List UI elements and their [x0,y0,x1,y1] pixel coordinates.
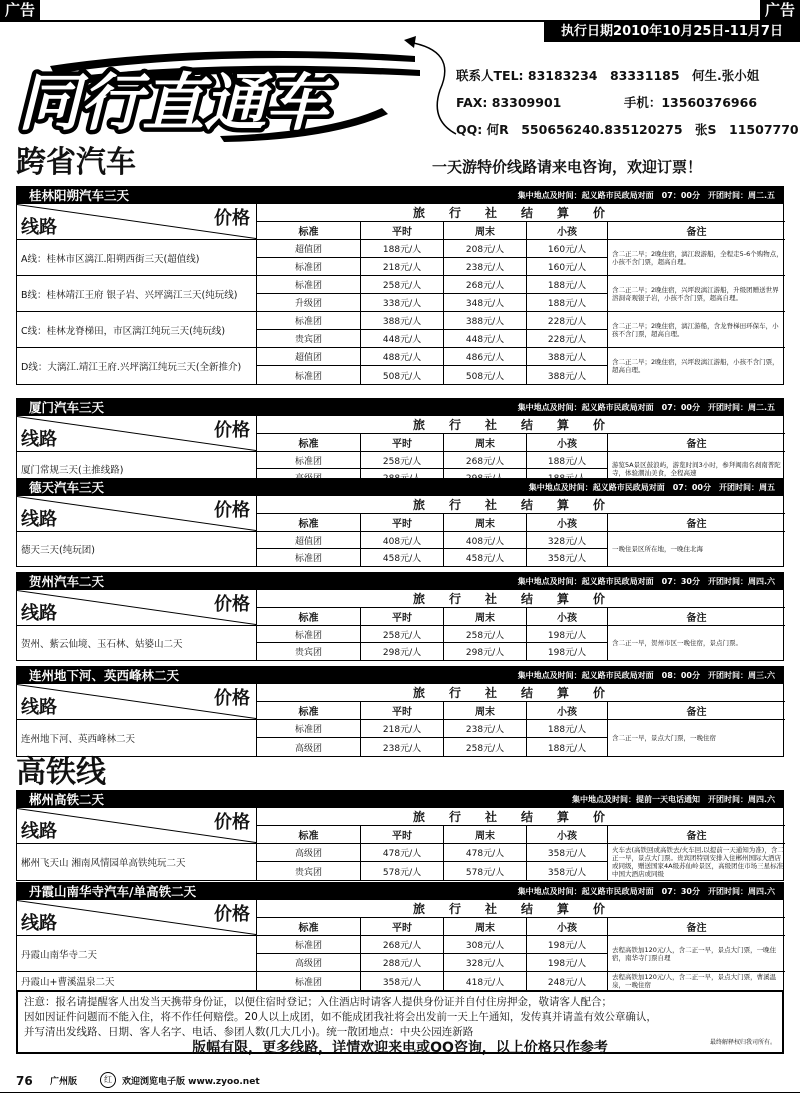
weekend-price: 308元/人 [444,936,527,954]
column-header-note: 备注 [608,608,785,626]
logo [10,36,430,144]
logo-text: 同行直通车 [18,66,329,139]
tier-cell: 升级团 [257,294,361,312]
price-label: 价格 [214,812,250,833]
edition: 广州版 [50,1077,78,1087]
weekday-price: 258元/人 [361,626,444,643]
notice-disclaimer: 最终解释权归我司所有。 [709,1039,776,1046]
notice-line-3: 并写清出发线路、日期、客人名字、电话、参团人数(几大几小)。统一散团地点：中央公园连新路 [24,1026,474,1038]
route-name: D线：大漓江.靖江王府.兴坪漓江纯玩三天(全新推介) [17,348,257,384]
note-cell: 含二正二早；2晚住宿，漓江段游船，全程走5-6个购物点，小孩不含门票，超高自理。 [608,240,785,276]
column-header-child: 小孩 [527,826,608,844]
tier-cell: 贵宾团 [257,330,361,348]
price-label: 价格 [214,420,250,441]
weekday-price: 258元/人 [361,276,444,294]
weekday-price: 188元/人 [361,240,444,258]
route-label: 线路 [21,697,57,718]
route-name: 连州地下河、英西峰林二天 [17,720,257,756]
column-header-note: 备注 [608,826,785,844]
block-title: 郴州高铁二天 [29,792,105,807]
weekend-price: 298元/人 [444,643,527,660]
child-price: 388元/人 [527,348,608,366]
tour-block [16,186,784,385]
weekday-price: 408元/人 [361,532,444,549]
contact-tel: 联系人TEL: 83183234 83331185 何生.张小姐 [456,68,760,83]
weekend-price: 348元/人 [444,294,527,312]
note-cell: 含二正一早，贺州市区一晚住宿，景点门票。 [612,639,742,647]
column-header-weekday: 平时 [361,514,444,532]
weekday-price: 358元/人 [361,972,444,990]
column-header-child: 小孩 [527,608,608,626]
price-label: 价格 [214,904,250,925]
weekend-price: 328元/人 [444,954,527,972]
weekend-price: 578元/人 [444,862,527,880]
child-price: 160元/人 [527,258,608,276]
child-price: 248元/人 [527,972,608,990]
weekday-price: 448元/人 [361,330,444,348]
column-header-note: 备注 [608,514,785,532]
column-header-standard: 标准 [257,608,361,626]
weekday-price: 288元/人 [361,954,444,972]
note-cell: 火车去(高铁回或高铁去/火车回,以提前一天通知为准)，含二正一早，景点大门票。贵宾团特别安排入住郴州国际大酒店或同级，赠送国家4A级苏仙岭景区，高级团住市场三星标准中国大酒店或同级 [612,846,784,878]
column-header-child: 小孩 [527,918,608,936]
weekend-price: 268元/人 [444,276,527,294]
column-header-weekend: 周末 [444,434,527,452]
price-label: 价格 [214,688,250,709]
column-header-child: 小孩 [527,434,608,452]
weekend-price: 258元/人 [444,626,527,643]
tier-cell: 标准团 [257,626,361,643]
note-cell: 含二正二早；2晚住宿，兴坪段漓江游船，升级团赠送世界溶洞奇观银子岩，小孩不含门票，超高自理。 [608,276,785,312]
block-header [17,883,783,900]
contact-qq: QQ: 何R 550656240.835120275 张S 11507770 [456,122,799,137]
price-label: 价格 [214,208,250,229]
column-header-weekend: 周末 [444,918,527,936]
weekend-price: 448元/人 [444,330,527,348]
child-price: 228元/人 [527,312,608,330]
column-header-standard: 标准 [257,826,361,844]
tour-block [16,666,784,757]
contact-fax: FAX: 83309901 手机：13560376966 [456,95,758,110]
route-name: 德天三天(纯玩团) [17,532,257,566]
column-header-weekend: 周末 [444,702,527,720]
tier-cell: 标准团 [257,452,361,469]
route-price-header [17,684,257,720]
price-table [17,590,783,660]
child-price: 188元/人 [527,452,608,469]
price-table [17,684,783,756]
block-header [17,667,783,684]
block-header [17,187,783,204]
column-header-standard: 标准 [257,514,361,532]
column-header-weekend: 周末 [444,222,527,240]
tier-cell: 标准团 [257,936,361,954]
route-name: 郴州飞天山 湘南风情园单高铁纯玩二天 [17,844,257,880]
column-header-child: 小孩 [527,222,608,240]
note-cell: 含二正一早，景点大门票，一晚住宿 [612,734,716,742]
weekend-price: 258元/人 [444,738,527,756]
child-price: 188元/人 [527,294,608,312]
child-price: 328元/人 [527,532,608,549]
ad-tag-left: 广告 [0,0,40,20]
block-meta: 集中地点及时间：起义路市民政局对面 07：00分 开团时间：周二.五 [517,191,775,200]
column-header-weekday: 平时 [361,222,444,240]
tour-block [16,398,784,487]
block-header [17,791,783,808]
column-header-standard: 标准 [257,702,361,720]
route-price-header [17,808,257,844]
note-cell: 去程高铁加120元/人，含二正一早，景点大门票，一晚住宿，南华寺门票自理 [608,936,785,972]
route-name: 贺州、紫云仙境、玉石林、姑婆山二天 [17,626,257,660]
block-title: 贺州汽车二天 [29,574,105,589]
column-header-note: 备注 [608,702,785,720]
price-label: 价格 [214,594,250,615]
contact-info [456,62,799,143]
note-cell: 含二正二早；2晚住宿，兴坪段漓江游船，小孩不含门票，超高自理。 [612,358,779,374]
child-price: 388元/人 [527,366,608,384]
price-table [17,808,783,880]
child-price: 358元/人 [527,549,608,566]
route-price-header [17,416,257,452]
block-meta: 集中地点及时间：起义路市民政局对面 07：30分 开团时间：周四.六 [517,577,775,586]
agency-price-header: 旅行社结算价 [257,204,785,222]
block-meta: 集中地点及时间：起义路市民政局对面 07：00分 开团时间：周五 [528,483,775,492]
weekend-price: 418元/人 [444,972,527,990]
tier-cell: 超值团 [257,532,361,549]
child-price: 198元/人 [527,954,608,972]
slogan: 一天游特价线路请来电咨询，欢迎订票！ [432,158,703,176]
block-meta: 集中地点及时间：起义路市民政局对面 07：30分 开团时间：周四.六 [517,887,775,896]
column-header-weekday: 平时 [361,434,444,452]
child-price: 188元/人 [527,276,608,294]
block-header [17,479,783,496]
price-table [17,900,783,990]
note-cell: 一晚住景区所在地，一晚住北海 [612,545,703,553]
section-title-cross-province: 跨省汽车 [16,145,136,180]
weekend-price: 486元/人 [444,348,527,366]
weekend-price: 238元/人 [444,720,527,738]
price-table [17,416,783,486]
weekday-price: 258元/人 [361,452,444,469]
column-header-child: 小孩 [527,514,608,532]
badge-icon: 红 [100,1072,116,1088]
website[interactable]: 欢迎浏览电子版 www.zyoo.net [122,1077,260,1087]
tier-cell: 贵宾团 [257,643,361,660]
column-header-weekday: 平时 [361,826,444,844]
notice-line-1: 注意：报名请提醒客人出发当天携带身份证，以便住宿时登记；入住酒店时请客人提供身份证并自付住房押金，敬请客人配合； [24,996,612,1008]
route-price-header [17,204,257,240]
weekday-price: 268元/人 [361,936,444,954]
block-meta: 集中地点及时间：起义路市民政局对面 07：00分 开团时间：周二.五 [517,403,775,412]
block-title: 丹霞山南华寺汽车/单高铁二天 [29,884,197,899]
route-label: 线路 [21,821,57,842]
weekend-price: 208元/人 [444,240,527,258]
weekend-price: 268元/人 [444,452,527,469]
route-label: 线路 [21,509,57,530]
weekend-price: 408元/人 [444,532,527,549]
execution-date: 执行日期2010年10月25日-11月7日 [544,22,800,42]
child-price: 358元/人 [527,862,608,880]
note-cell: 含二正二早；2晚住宿，漓江游船，含龙脊梯田环保车，小孩不含门票，超高自理。 [608,312,785,348]
child-price: 358元/人 [527,844,608,862]
weekday-price: 298元/人 [361,643,444,660]
weekend-price: 508元/人 [444,366,527,384]
weekend-price: 458元/人 [444,549,527,566]
column-header-standard: 标准 [257,434,361,452]
child-price: 188元/人 [527,720,608,738]
note-cell: 游览5A景区鼓浪屿，游览时间3小时，参拜闽南名刹南普陀寺，体验潮汕美食，全程高速 [612,461,781,477]
price-table [17,204,783,384]
weekday-price: 338元/人 [361,294,444,312]
agency-price-header: 旅行社结算价 [257,496,785,514]
column-header-weekend: 周末 [444,608,527,626]
route-price-header [17,590,257,626]
block-header [17,399,783,416]
tier-cell: 标准团 [257,366,361,384]
weekday-price: 238元/人 [361,738,444,756]
column-header-weekday: 平时 [361,702,444,720]
child-price: 160元/人 [527,240,608,258]
child-price: 228元/人 [527,330,608,348]
block-meta: 集中地点及时间：起义路市民政局对面 08：00分 开团时间：周三.六 [517,671,775,680]
notice-headline: 版幅有限，更多线路，详情欢迎来电或QQ咨询，以上价格只作参考 [192,1040,608,1056]
notice-line-2: 因如因证件问题而不能入住，将不作任何赔偿。20人以上成团，如不能成团我社将会出发前一天上午通知，发传真并请盖有效公章确认， [24,1011,657,1023]
curve-arrow-icon [400,30,460,140]
weekday-price: 218元/人 [361,720,444,738]
weekday-price: 508元/人 [361,366,444,384]
column-header-note: 备注 [608,434,785,452]
tour-block [16,572,784,661]
tier-cell: 高级团 [257,954,361,972]
weekend-price: 238元/人 [444,258,527,276]
block-meta: 集中地点及时间：提前一天电话通知 开团时间：周四.六 [571,795,775,804]
block-header [17,573,783,590]
tier-cell: 超值团 [257,348,361,366]
route-price-header [17,900,257,936]
weekday-price: 488元/人 [361,348,444,366]
weekday-price: 478元/人 [361,844,444,862]
notice-box [16,990,784,1054]
tier-cell: 标准团 [257,720,361,738]
ad-tag-right: 广告 [760,0,800,20]
tier-cell: 标准团 [257,972,361,990]
block-title: 连州地下河、英西峰林二天 [29,668,180,683]
column-header-weekend: 周末 [444,826,527,844]
column-header-weekend: 周末 [444,514,527,532]
tour-block [16,882,784,991]
agency-price-header: 旅行社结算价 [257,590,785,608]
route-name: C线：桂林龙脊梯田，市区漓江纯玩三天(纯玩线) [17,312,257,348]
weekday-price: 458元/人 [361,549,444,566]
route-name: B线：桂林靖江王府 银子岩、兴坪漓江三天(纯玩线) [17,276,257,312]
price-table [17,496,783,566]
route-name: 厦门常规三天(主推线路) [17,452,257,486]
route-label: 线路 [21,217,57,238]
tier-cell: 标准团 [257,312,361,330]
route-label: 线路 [21,913,57,934]
column-header-standard: 标准 [257,222,361,240]
child-price: 188元/人 [527,738,608,756]
column-header-note: 备注 [608,918,785,936]
column-header-note: 备注 [608,222,785,240]
page-number: 76 [16,1074,33,1088]
agency-price-header: 旅行社结算价 [257,684,785,702]
column-header-weekday: 平时 [361,608,444,626]
child-price: 198元/人 [527,936,608,954]
weekend-price: 388元/人 [444,312,527,330]
weekday-price: 388元/人 [361,312,444,330]
column-header-weekday: 平时 [361,918,444,936]
route-name: 丹霞山南华寺二天 [17,936,257,972]
block-title: 德天汽车三天 [29,480,105,495]
agency-price-header: 旅行社结算价 [257,416,785,434]
tier-cell: 贵宾团 [257,862,361,880]
agency-price-header: 旅行社结算价 [257,900,785,918]
weekday-price: 578元/人 [361,862,444,880]
price-label: 价格 [214,500,250,521]
note-cell: 去程高铁加120元/人，含二正一早，景点大门票，曹溪温泉，一晚住宿 [612,973,777,989]
column-header-standard: 标准 [257,918,361,936]
agency-price-header: 旅行社结算价 [257,808,785,826]
footer-rule [0,1092,800,1098]
tier-cell: 高级团 [257,844,361,862]
route-name: 丹霞山+曹溪温泉二天 [17,972,257,990]
section-title-high-speed-rail: 高铁线 [16,755,106,790]
tier-cell: 超值团 [257,240,361,258]
tour-block [16,790,784,881]
route-name: A线：桂林市区漓江.阳朔西街三天(超值线) [17,240,257,276]
child-price: 198元/人 [527,626,608,643]
weekday-price: 218元/人 [361,258,444,276]
route-price-header [17,496,257,532]
tier-cell: 标准团 [257,549,361,566]
block-title: 厦门汽车三天 [29,400,105,415]
footer [0,1066,800,1100]
child-price: 198元/人 [527,643,608,660]
top-bar [0,0,800,22]
column-header-child: 小孩 [527,702,608,720]
tier-cell: 标准团 [257,258,361,276]
weekend-price: 478元/人 [444,844,527,862]
tier-cell: 标准团 [257,276,361,294]
route-label: 线路 [21,429,57,450]
block-title: 桂林阳朔汽车三天 [29,188,130,203]
tour-block [16,478,784,567]
tier-cell: 高级团 [257,738,361,756]
route-label: 线路 [21,603,57,624]
